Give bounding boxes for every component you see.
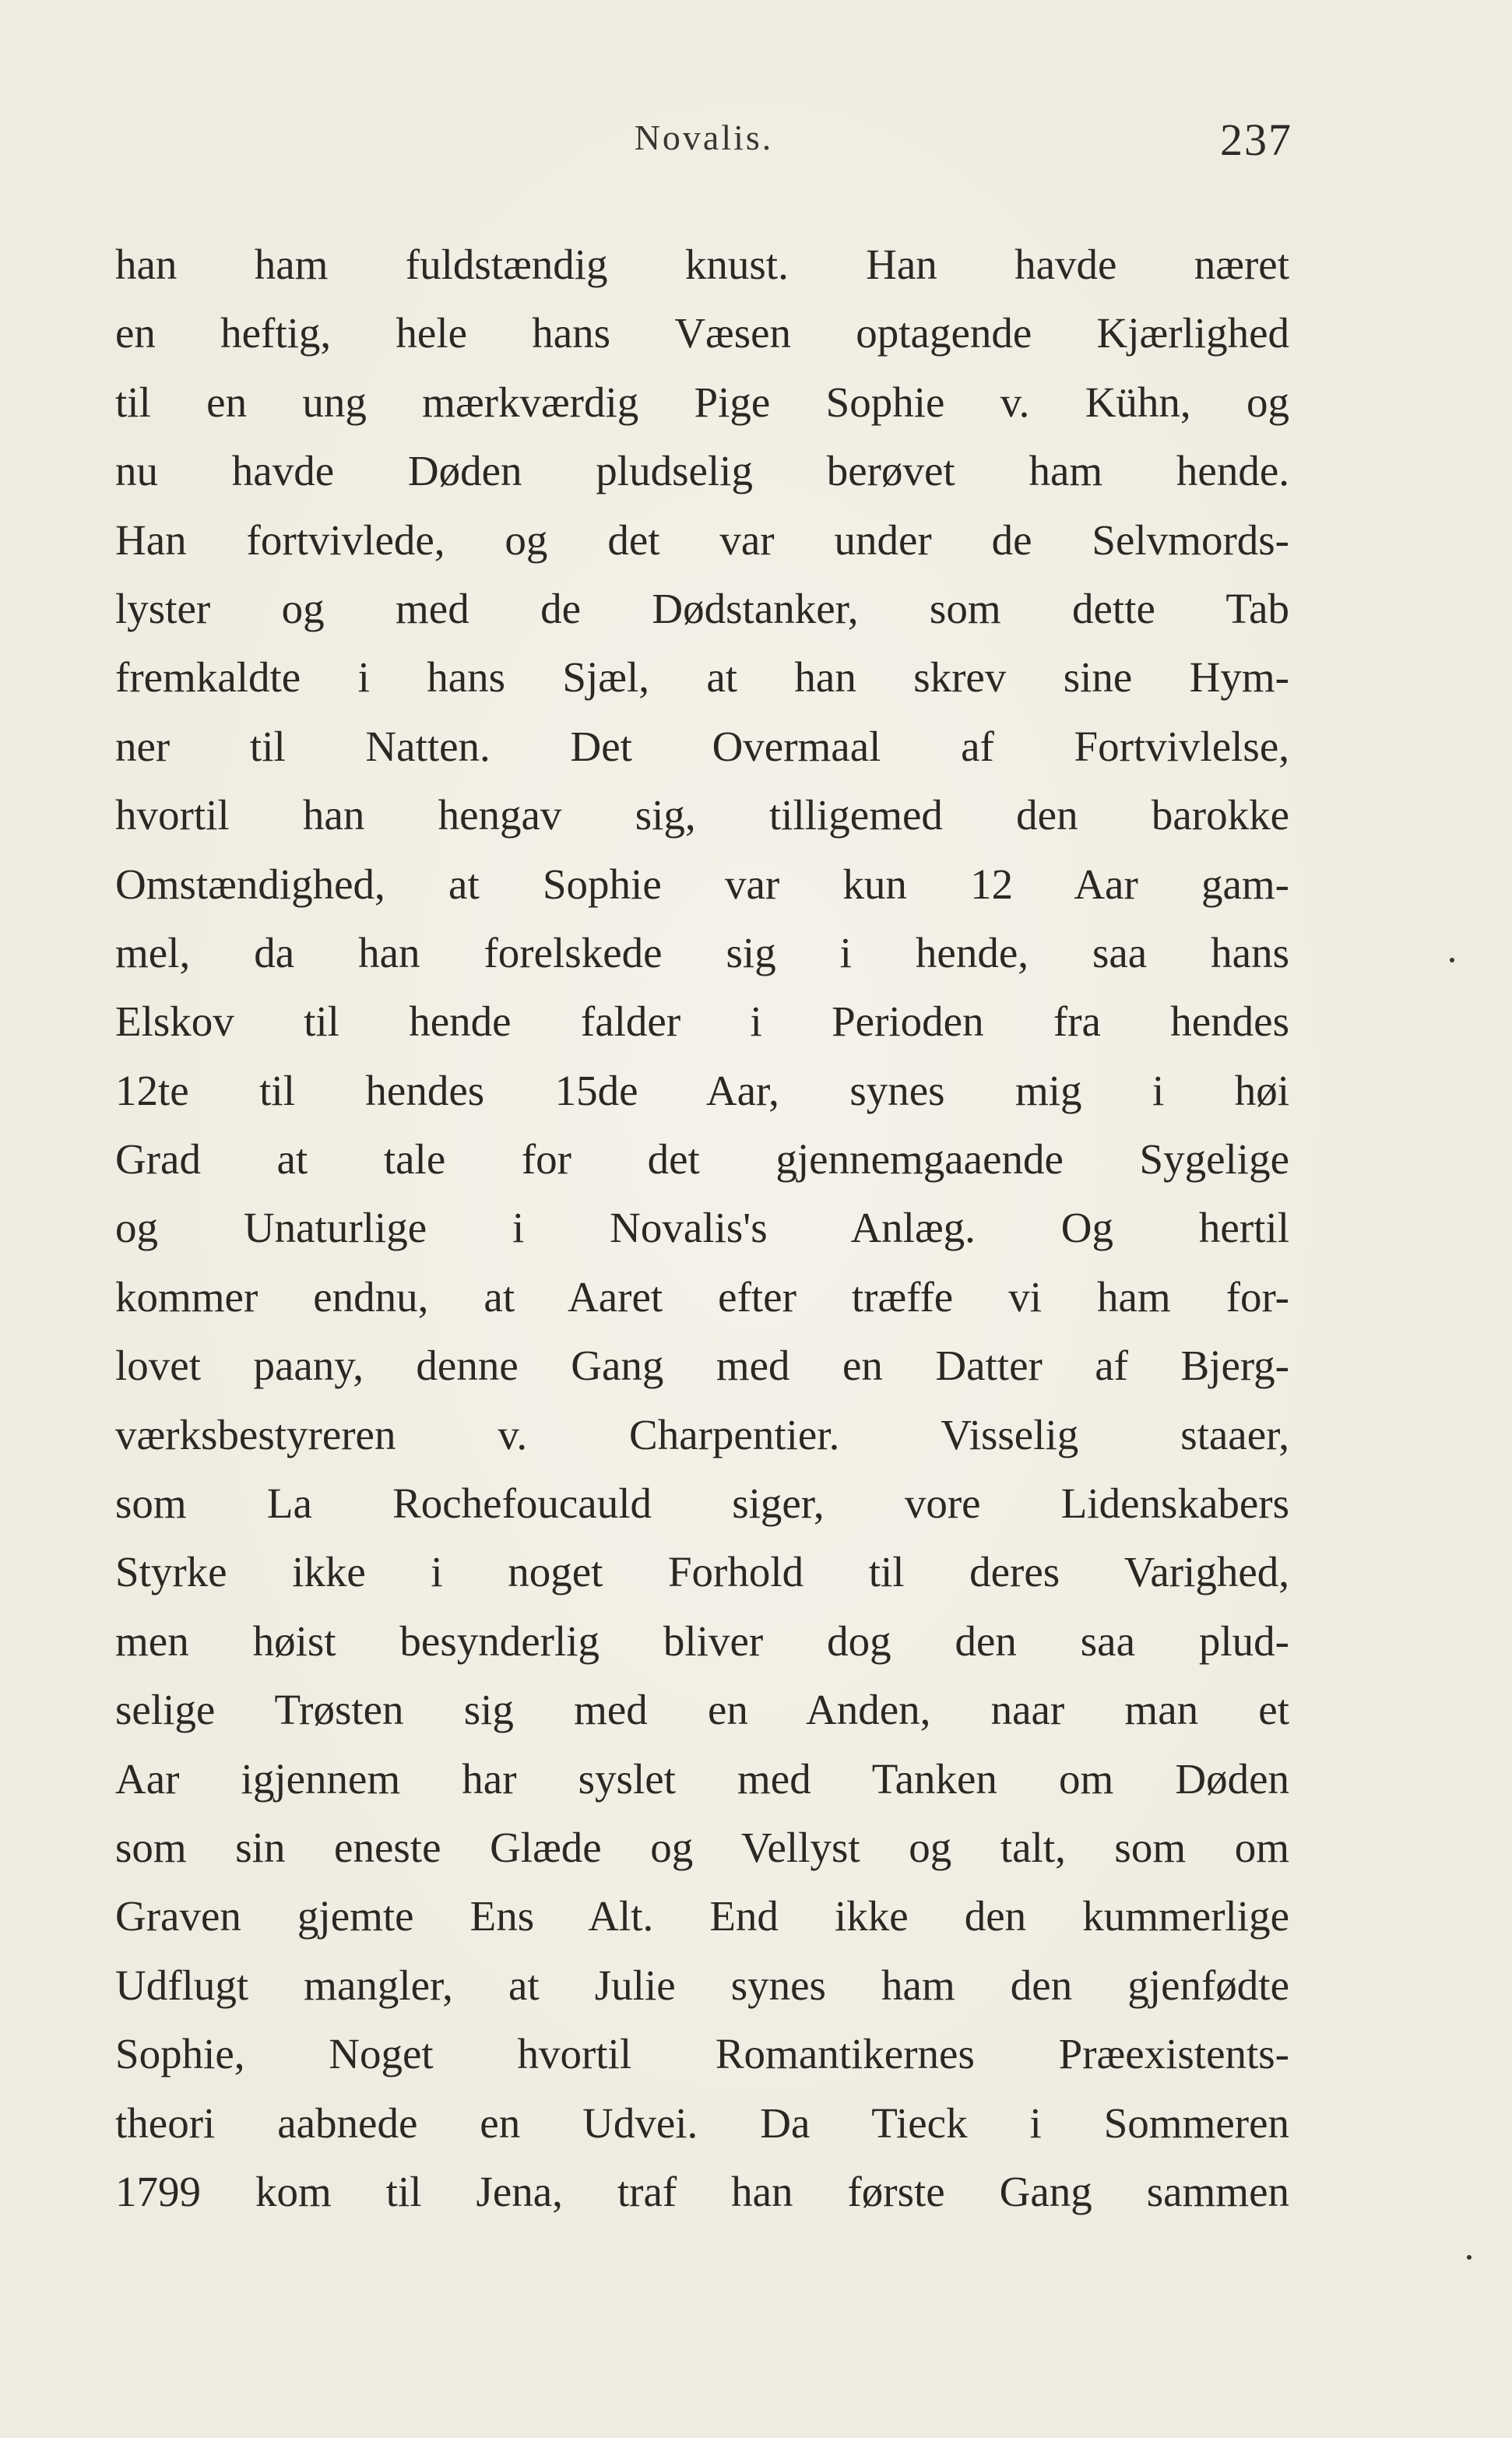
text-line: 1799 kom til Jena, traf han første Gang sammen (115, 2167, 1289, 2215)
paper-speck (1467, 2255, 1472, 2260)
text-line: Han fortvivlede, og det var under de Selvmords- (115, 515, 1289, 564)
text-line: Omstændighed, at Sophie var kun 12 Aar gam- (115, 860, 1289, 908)
text-line: hvortil han hengav sig, tilligemed den barokke (115, 791, 1289, 839)
text-line: selige Trøsten sig med en Anden, naar man et (115, 1686, 1289, 1734)
text-line: nu havde Døden pludselig berøvet ham hende. (115, 447, 1289, 495)
text-line: en heftig, hele hans Væsen optagende Kjærlighed (115, 309, 1289, 357)
running-title: Novalis. (634, 118, 774, 157)
text-line: men høist besynderlig bliver dog den saa plud- (115, 1617, 1289, 1665)
text-line: han ham fuldstændig knust. Han havde næret (115, 241, 1289, 288)
text-line: som La Rochefoucauld siger, vore Lidenskabers (115, 1479, 1289, 1528)
text-line: ner til Natten. Det Overmaal af Fortvivlelse, (115, 722, 1289, 770)
text-line: 12te til hendes 15de Aar, synes mig i høi (115, 1066, 1289, 1114)
text-line: Grad at tale for det gjennemgaaende Sygelige (115, 1135, 1289, 1184)
text-line: Sophie, Noget hvortil Romantikernes Præexistents- (115, 2030, 1289, 2078)
text-line: lovet paany, denne Gang med en Datter af Bjerg- (115, 1342, 1289, 1390)
text-line: til en ung mærkværdig Pige Sophie v. Kühn, og (115, 378, 1289, 426)
text-line: lyster og med de Dødstanker, som dette Tab (115, 584, 1289, 632)
body-text (115, 230, 1289, 2226)
text-line: værksbestyreren v. Charpentier. Visselig staaer, (115, 1410, 1289, 1458)
text-line: Udflugt mangler, at Julie synes ham den gjenfødte (115, 1961, 1289, 2009)
text-line: Styrke ikke i noget Forhold til deres Varighed, (115, 1548, 1289, 1596)
text-line: Graven gjemte Ens Alt. End ikke den kummerlige (115, 1892, 1289, 1940)
page-number: 237 (1220, 114, 1292, 165)
text-line: Elskov til hende falder i Perioden fra hendes (115, 997, 1289, 1046)
text-line: og Unaturlige i Novalis's Anlæg. Og hertil (115, 1204, 1289, 1252)
text-line: som sin eneste Glæde og Vellyst og talt, som om (115, 1823, 1289, 1871)
text-line: mel, da han forelskede sig i hende, saa hans (115, 928, 1289, 976)
paper-speck (1450, 958, 1454, 962)
text-line: theori aabnede en Udvei. Da Tieck i Sommeren (115, 2099, 1289, 2147)
text-line: fremkaldte i hans Sjæl, at han skrev sine Hym- (115, 653, 1289, 702)
text-line: kommer endnu, at Aaret efter træffe vi ham for- (115, 1272, 1289, 1321)
text-line: Aar igjennem har syslet med Tanken om Døden (115, 1754, 1289, 1803)
running-head (115, 114, 1292, 171)
